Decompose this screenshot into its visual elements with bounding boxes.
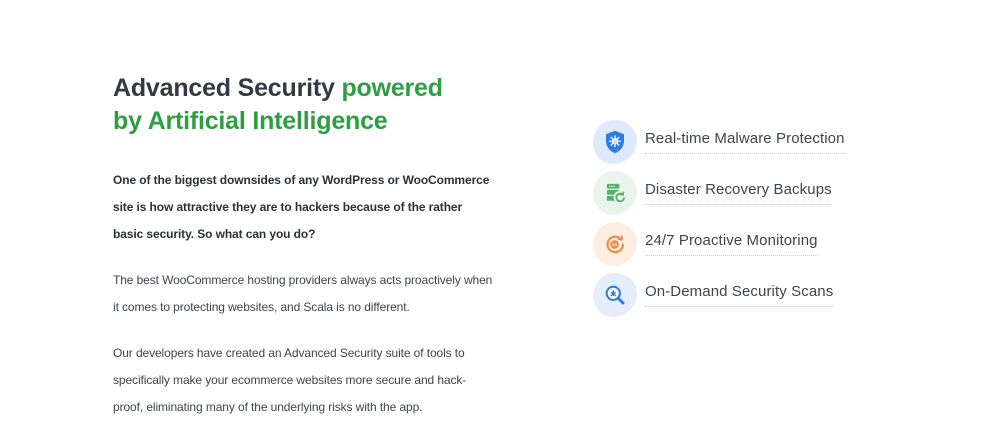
feature-row-malware-protection[interactable] [593,120,845,164]
page-title [113,72,495,138]
feature-label-security-scans[interactable]: On-Demand Security Scans [645,283,833,307]
feature-row-recovery-backups[interactable] [593,171,845,215]
security-scan-icon [593,273,637,317]
monitoring-badge-text: 24 [612,242,618,248]
server-backup-icon [593,171,637,215]
feature-row-security-scans[interactable] [593,273,845,317]
title-dark-part: Advanced Security [113,74,335,102]
paragraph-intro: One of the biggest downsides of any WordPress or WooCommerce site is how attractive they are to hackers because of the rather basic security. So what can you do? [113,173,490,241]
hero-copy [113,167,495,421]
feature-row-proactive-monitoring[interactable] [593,222,845,266]
hero-text-block [113,72,495,421]
monitoring-clock-icon [593,222,637,266]
security-feature-list [593,120,845,324]
paragraph-hosting: The best WooCommerce hosting providers always acts proactively when it comes to protecting websites, and Scala is no different. [113,273,493,314]
feature-label-recovery-backups[interactable]: Disaster Recovery Backups [645,181,832,205]
feature-label-malware-protection[interactable]: Real-time Malware Protection [645,130,845,154]
feature-label-proactive-monitoring[interactable]: 24/7 Proactive Monitoring [645,232,818,256]
paragraph-developers: Our developers have created an Advanced Security suite of tools to specifically make your ecommerce websites more secure and hack-proof, eliminating many of the underlying risks with the app. [113,346,467,414]
title-green-part-2: by Artificial Intelligence [113,107,388,135]
shield-malware-icon [593,120,637,164]
title-green-part-1: powered [341,74,443,102]
